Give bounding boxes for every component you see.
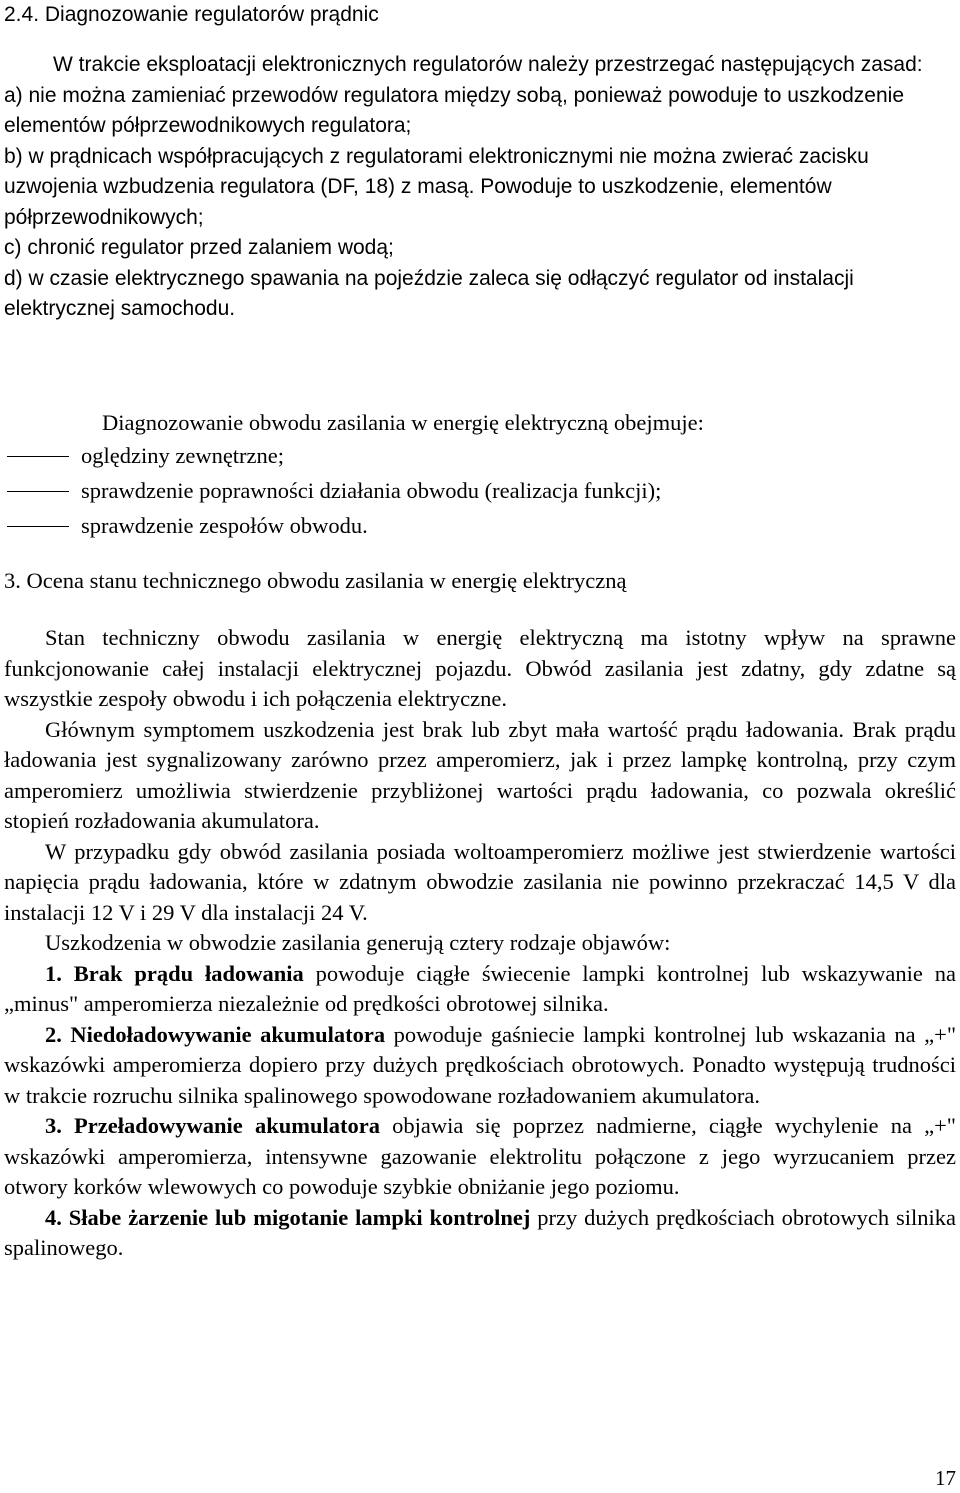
diagnostics-intro: Diagnozowanie obwodu zasilania w energię elektryczną obejmuje:	[102, 410, 704, 435]
symptom-paragraph	[4, 959, 956, 1020]
rule-item: c) chronić regulator przed zalaniem wodą;	[4, 236, 394, 259]
section-body	[4, 50, 956, 325]
dash-bullet	[7, 526, 69, 527]
section-body	[4, 623, 956, 1264]
intro-paragraph: W trakcie eksploatacji elektronicznych regulatorów należy przestrzegać następujących zasad:	[53, 53, 923, 76]
symptom-text: powoduje gaśniecie lampki kontrolnej lub wskazania na „+" wskazówki amperomierza dopiero przy dużych prędkościach obrotowych. Ponadto występują trudności w trakcie rozruchu silnika spalinowego spowodowane rozładowaniem akumulatora.	[4, 1021, 957, 1108]
section-title: 3. Ocena stanu technicznego obwodu zasilania w energię elektryczną	[4, 568, 627, 593]
rule-item: d) w czasie elektrycznego spawania na pojeździe zaleca się odłączyć regulator od instalacji elektrycznej samochodu.	[4, 266, 854, 320]
dash-list-item	[4, 439, 956, 474]
symptom-text: przy dużych prędkościach obrotowych silnika spalinowego.	[4, 1204, 957, 1260]
dash-bullet	[7, 456, 69, 457]
dash-bullet	[7, 491, 69, 492]
paragraph: Uszkodzenia w obwodzie zasilania generują cztery rodzaje objawów:	[45, 930, 671, 955]
dash-list-item	[4, 509, 956, 544]
diagnostics-scope	[4, 408, 956, 544]
section-regulator-diagnostics	[4, 0, 956, 325]
paragraph: W przypadku gdy obwód zasilania posiada woltoamperomierz możliwe jest stwierdzenie wartości napięcia prądu ładowania, które w zdatnym obwodzie zasilania nie powinno przekraczać 14,5 V dla instalacji 12 V i 29 V dla instalacji 24 V.	[4, 838, 956, 925]
rule-item: b) w prądnicach współpracujących z regulatorami elektronicznymi nie można zwierać zacisku uzwojenia wzbudzenia regulatora (DF, 18) z masą. Powoduje to uszkodzenie, elementów półprzewodnikowych;	[4, 144, 869, 229]
dash-item-text: oględziny zewnętrzne;	[81, 442, 285, 468]
page-number: 17	[935, 1466, 956, 1490]
paragraph: Stan techniczny obwodu zasilania w energię elektryczną ma istotny wpływ na sprawne funkcjonowanie całej instalacji elektrycznej pojazdu. Obwód zasilania jest zdatny, gdy zdatne są wszystkie zespoły obwodu i ich połączenia elektryczne.	[4, 625, 956, 711]
symptom-text: objawia się poprzez nadmierne, ciągłe wychylenie na „+" wskazówki amperomierza, intensywne gazowanie elektrolitu połączone z jego wyrzucaniem przez otwory korków wlewowych co powoduje szybkie obniżanie jego poziomu.	[4, 1113, 956, 1199]
dash-item-text: sprawdzenie poprawności działania obwodu (realizacja funkcji);	[81, 477, 662, 503]
symptom-paragraph	[4, 1111, 956, 1203]
symptom-title: 2. Niedoładowywanie akumulatora	[45, 1021, 386, 1047]
dash-item-text: sprawdzenie zespołów obwodu.	[81, 512, 368, 538]
symptom-paragraph	[4, 1020, 956, 1112]
dash-list-item	[4, 474, 956, 509]
symptom-title: 1. Brak prądu ładowania	[45, 960, 304, 986]
symptom-text: powoduje ciągłe świecenie lampki kontrolnej lub wskazywanie na „minus" amperomierza niezależnie od prędkości obrotowej silnika.	[4, 960, 956, 1016]
symptom-title: 3. Przeładowywanie akumulatora	[45, 1113, 380, 1138]
symptom-title: 4. Słabe żarzenie lub migotanie lampki kontrolnej	[45, 1204, 531, 1230]
section-technical-state	[4, 566, 956, 1264]
rule-item: a) nie można zamieniać przewodów regulatora między sobą, ponieważ powoduje to uszkodzenie elementów półprzewodnikowych regulatora;	[4, 83, 905, 137]
symptom-paragraph	[4, 1203, 956, 1264]
paragraph: Głównym symptomem uszkodzenia jest brak lub zbyt mała wartość prądu ładowania. Brak prądu ładowania jest sygnalizowany zarówno przez amperomierz, jak i przez lampkę kontrolną, przy czym amperomierz umożliwia stwierdzenie przybliżonej wartości prądu ładowania, co pozwala określić stopień rozładowania akumulatora.	[4, 716, 956, 833]
section-title: 2.4. Diagnozowanie regulatorów prądnic	[4, 3, 379, 26]
